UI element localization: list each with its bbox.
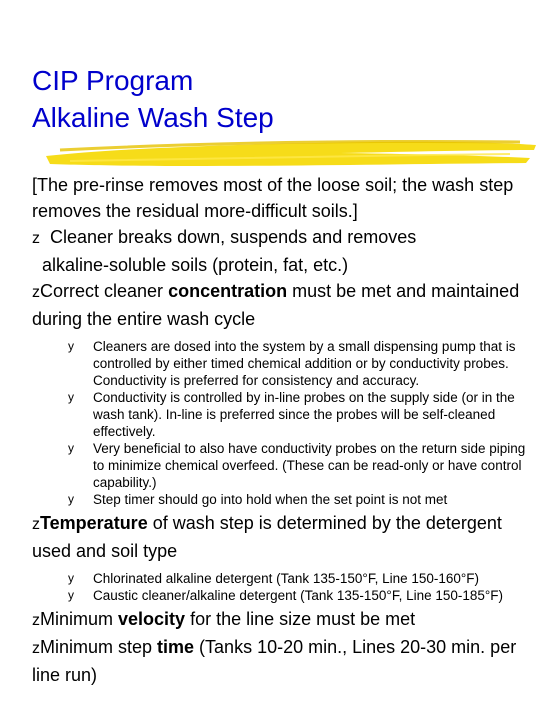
bullet-text-bold: time <box>157 637 195 657</box>
sub-bullet-marker: y <box>68 441 74 455</box>
bullet-text-post: must be met and maintained during the entire wash cycle <box>32 281 520 329</box>
bullet-text-pre: Minimum <box>40 609 119 629</box>
sub-bullet-text: Cleaners are dosed into the system by a small dispensing pump that is controlled by either timed chemical addition or by conductivity probes. Conductivity is preferred for consistency and accuracy. <box>93 339 516 388</box>
bullet-text-bold: Temperature <box>40 513 148 533</box>
bullet-text-pre: Minimum step <box>40 637 158 657</box>
bullet-marker: z <box>32 612 40 629</box>
list-item <box>32 389 537 440</box>
sub-bullet-marker: y <box>68 390 74 404</box>
bullet-time <box>32 634 537 688</box>
concentration-sub-list <box>32 338 537 508</box>
intro-text: [The pre-rinse removes most of the loose soil; the wash step removes the residual more-difficult soils.] <box>32 175 514 221</box>
bullet-marker: z <box>32 516 40 533</box>
list-item <box>32 440 537 491</box>
sub-bullet-marker: y <box>68 339 74 353</box>
bullet-text-bold: velocity <box>118 609 186 629</box>
bullet-marker: z <box>32 284 40 301</box>
list-item <box>32 338 537 389</box>
sub-bullet-marker: y <box>68 492 74 506</box>
bullet-text-pre: Correct cleaner <box>40 281 169 301</box>
title-line-1: CIP Program <box>32 65 194 96</box>
title-line-2: Alkaline Wash Step <box>32 102 274 133</box>
sub-bullet-marker: y <box>68 588 74 602</box>
bullet-marker: z <box>32 230 40 247</box>
bullet-text-line-2: alkaline-soluble soils (protein, fat, etc.) <box>42 255 349 275</box>
sub-bullet-text: Conductivity is controlled by in-line probes on the supply side (or in the wash tank). In-line is preferred since the probes will be self-cleaned effectively. <box>93 390 515 439</box>
bullet-text-post: for the line size must be met <box>185 609 416 629</box>
bullet-text-post: of wash step is determined by the detergent used and soil type <box>32 513 502 561</box>
list-item <box>32 587 537 604</box>
sub-bullet-text: Chlorinated alkaline detergent (Tank 135-150°F, Line 150-160°F) <box>93 571 480 586</box>
bullet-marker: z <box>32 640 40 657</box>
bullet-text-line-1: Cleaner breaks down, suspends and removes <box>50 227 417 247</box>
temperature-sub-list <box>32 570 537 604</box>
bullet-temperature <box>32 510 537 564</box>
bullet-concentration <box>32 278 537 332</box>
sub-bullet-text: Very beneficial to also have conductivity probes on the return side piping to minimize chemical overfeed. (These can be read-only or have control capability.) <box>93 441 526 490</box>
sub-bullet-marker: y <box>68 571 74 585</box>
bullet-velocity <box>32 606 537 634</box>
bullet-text-bold: concentration <box>168 281 288 301</box>
bullet-text-post: (Tanks 10-20 min., Lines 20-30 min. per line run) <box>32 637 517 685</box>
yellow-brush-stroke <box>40 136 540 170</box>
slide-title <box>32 62 274 136</box>
bullet-cleaner-breaks-down <box>32 224 537 278</box>
sub-bullet-text: Step timer should go into hold when the set point is not met <box>93 492 448 507</box>
sub-bullet-text: Caustic cleaner/alkaline detergent (Tank 135-150°F, Line 150-185°F) <box>93 588 504 603</box>
slide-body <box>32 172 537 688</box>
list-item <box>32 491 537 508</box>
list-item <box>32 570 537 587</box>
